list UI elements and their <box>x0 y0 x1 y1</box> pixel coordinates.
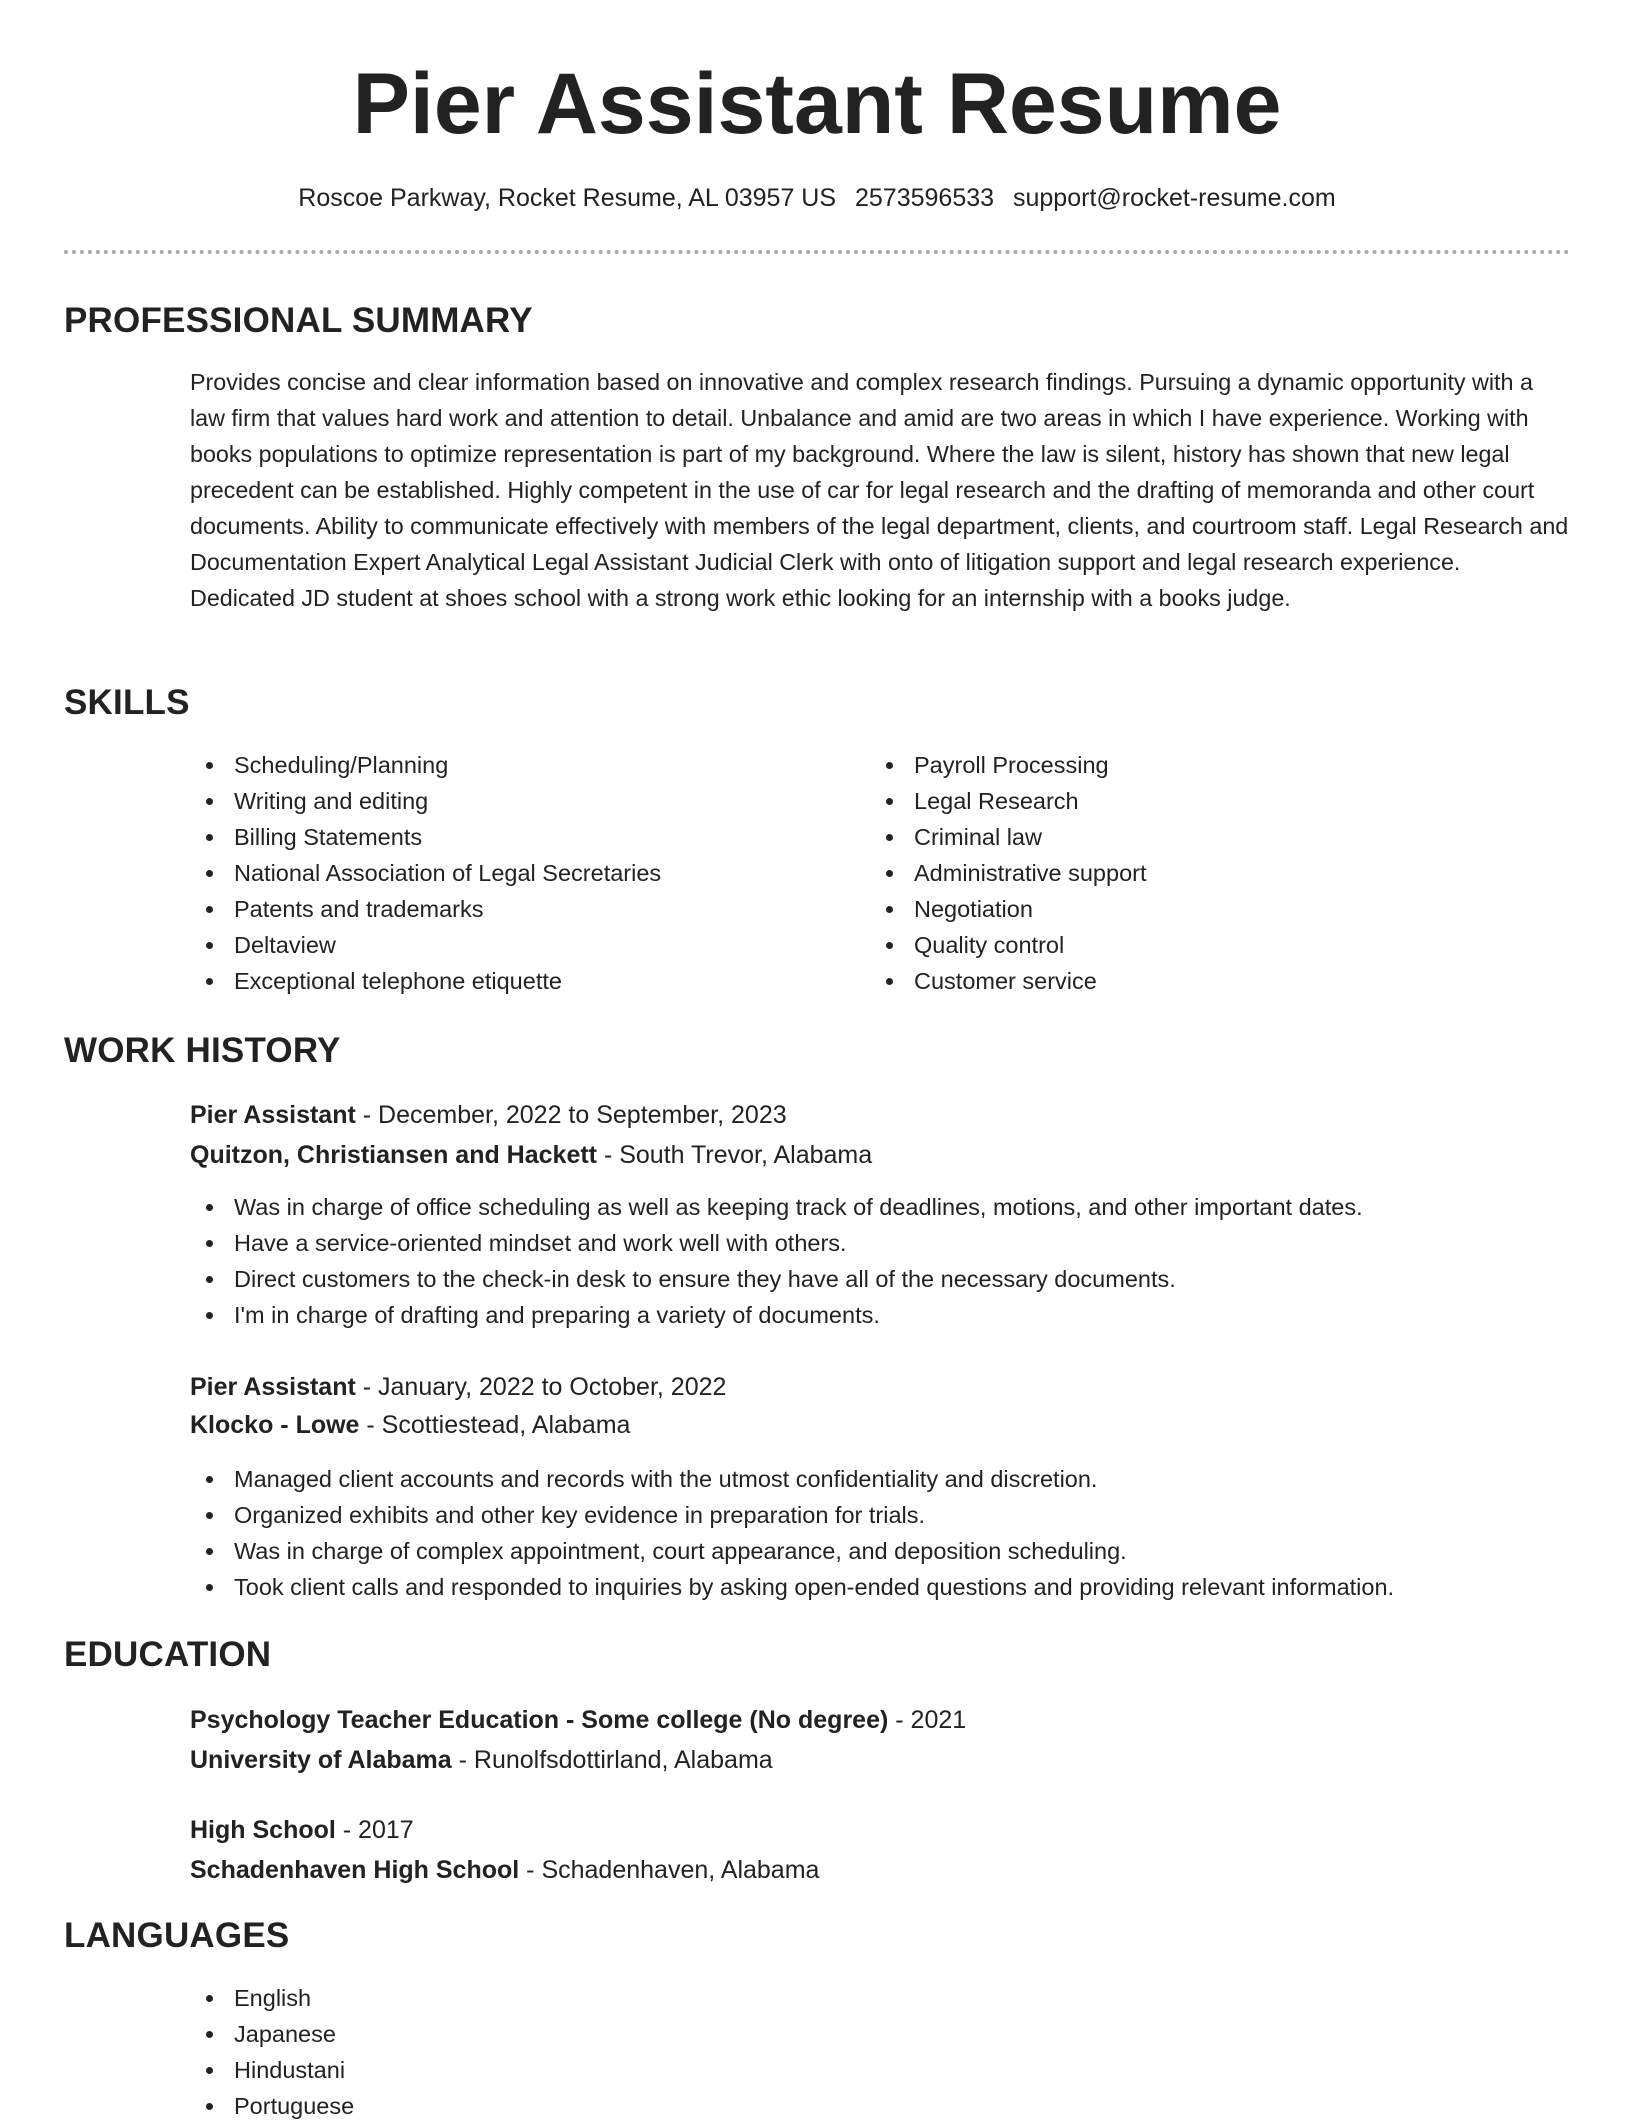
section-title-skills: SKILLS <box>64 683 190 722</box>
education-school: University of Alabama <box>190 1746 452 1774</box>
job-company: Quitzon, Christiansen and Hackett <box>190 1141 598 1169</box>
resume-title: Pier Assistant Resume <box>352 56 1282 152</box>
skill-item: Legal Research <box>870 783 1530 819</box>
language-item: Japanese <box>190 2016 790 2052</box>
job-duties-list <box>190 1189 1570 1333</box>
summary-text: Provides concise and clear information based on innovative and complex research findings. Pursuing a dynamic opportunity with a law firm that values hard work and attention to detail. Unbalance and amid are two areas in which I have experience. Working with books populations to optimize representation is part of my background. Where the law is silent, history has shown that new legal precedent can be established. Highly competent in the use of car for legal research and the drafting of memoranda and other court documents. Ability to communicate effectively with members of the legal department, clients, and courtroom staff. Legal Research and Documentation Expert Analytical Legal Assistant Judicial Clerk with onto of litigation support and legal research experience. Dedicated JD student at shoes school with a strong work ethic looking for an internship with a books judge. <box>190 369 1569 611</box>
language-item: Portuguese <box>190 2088 790 2124</box>
job-company: Klocko - Lowe <box>190 1411 360 1439</box>
skills-list-left <box>190 747 850 999</box>
skill-item: Quality control <box>870 927 1530 963</box>
skill-item: Billing Statements <box>190 819 850 855</box>
skill-item: Negotiation <box>870 891 1530 927</box>
education-school-line <box>190 1851 819 1889</box>
job-location: - Scottiestead, Alabama <box>359 1411 631 1439</box>
section-title-languages: LANGUAGES <box>64 1916 290 1955</box>
section-title-work: WORK HISTORY <box>64 1031 341 1070</box>
job-duty-item: Direct customers to the check-in desk to ensure they have all of the necessary documents. <box>190 1261 1570 1297</box>
job-company-line <box>190 1406 630 1444</box>
job-duties-list <box>190 1461 1570 1605</box>
job-dates: - January, 2022 to October, 2022 <box>355 1373 727 1401</box>
education-degree: Psychology Teacher Education - Some college (No degree) <box>190 1706 889 1734</box>
education-year: - 2021 <box>888 1706 967 1734</box>
job-duty-item: Managed client accounts and records with the utmost confidentiality and discretion. <box>190 1461 1570 1497</box>
section-title-summary: PROFESSIONAL SUMMARY <box>64 301 533 340</box>
skill-item: Criminal law <box>870 819 1530 855</box>
skill-item: Exceptional telephone etiquette <box>190 963 850 999</box>
job-location: - South Trevor, Alabama <box>597 1141 873 1169</box>
job-duty-item: Was in charge of office scheduling as well as keeping track of deadlines, motions, and other important dates. <box>190 1189 1570 1225</box>
education-location: - Runolfsdottirland, Alabama <box>451 1746 773 1774</box>
education-degree-line <box>190 1811 414 1849</box>
skill-item: Patents and trademarks <box>190 891 850 927</box>
education-location: - Schadenhaven, Alabama <box>519 1856 820 1884</box>
skill-item: Deltaview <box>190 927 850 963</box>
skill-item: Payroll Processing <box>870 747 1530 783</box>
job-duty-item: I'm in charge of drafting and preparing a variety of documents. <box>190 1297 1570 1333</box>
job-duty-item: Have a service-oriented mindset and work well with others. <box>190 1225 1570 1261</box>
languages-list <box>190 1980 790 2124</box>
job-duty-item: Took client calls and responded to inquiries by asking open-ended questions and providing relevant information. <box>190 1569 1570 1605</box>
education-school: Schadenhaven High School <box>190 1856 520 1884</box>
skill-item: Writing and editing <box>190 783 850 819</box>
language-item: Hindustani <box>190 2052 790 2088</box>
education-school-line <box>190 1741 773 1779</box>
education-degree-line <box>190 1701 966 1739</box>
header-divider <box>64 250 1570 254</box>
section-title-education: EDUCATION <box>64 1635 272 1674</box>
job-title-line <box>190 1096 787 1134</box>
job-title-line <box>190 1368 726 1406</box>
skill-item: National Association of Legal Secretaries <box>190 855 850 891</box>
education-year: - 2017 <box>335 1816 414 1844</box>
skill-item: Scheduling/Planning <box>190 747 850 783</box>
education-degree: High School <box>190 1816 336 1844</box>
skill-item: Customer service <box>870 963 1530 999</box>
job-dates: - December, 2022 to September, 2023 <box>355 1101 787 1129</box>
skills-list-right <box>870 747 1530 999</box>
language-item: English <box>190 1980 790 2016</box>
job-title: Pier Assistant <box>190 1373 356 1401</box>
contact-line <box>64 181 1570 215</box>
contact-phone: 2573596533 <box>855 184 995 212</box>
job-duty-item: Organized exhibits and other key evidence in preparation for trials. <box>190 1497 1570 1533</box>
job-duty-item: Was in charge of complex appointment, court appearance, and deposition scheduling. <box>190 1533 1570 1569</box>
contact-address: Roscoe Parkway, Rocket Resume, AL 03957 US <box>298 184 837 212</box>
contact-email: support@rocket-resume.com <box>1013 184 1336 212</box>
job-company-line <box>190 1136 872 1174</box>
skill-item: Administrative support <box>870 855 1530 891</box>
job-title: Pier Assistant <box>190 1101 356 1129</box>
